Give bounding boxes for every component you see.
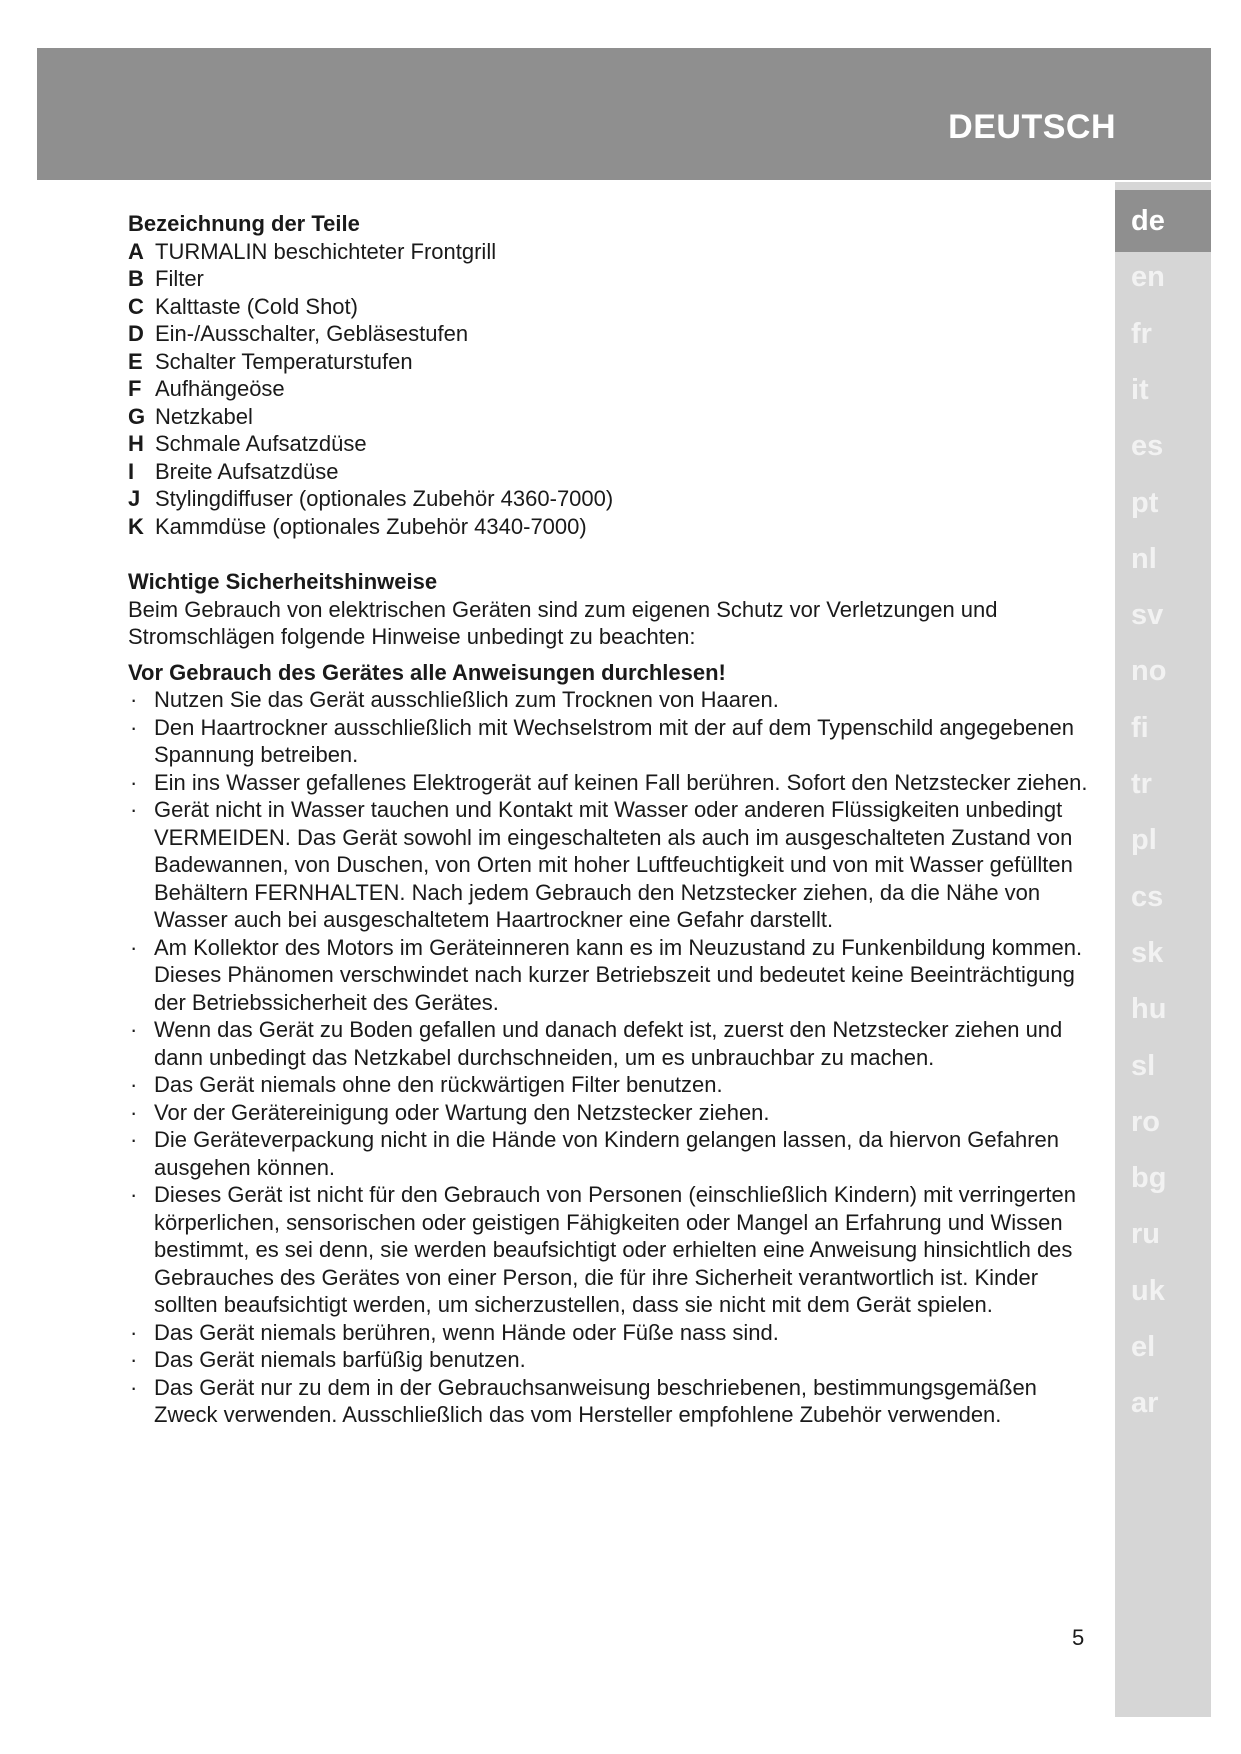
language-tab-en[interactable]: en <box>1131 261 1165 293</box>
part-text: Kammdüse (optionales Zubehör 4340-7000) <box>155 513 587 539</box>
part-text: Netzkabel <box>155 403 253 429</box>
part-text: Aufhängeöse <box>155 376 285 401</box>
part-item <box>128 513 1088 541</box>
language-tab-sv[interactable]: sv <box>1131 599 1164 631</box>
safety-bullet: · Gerät nicht in Wasser tauchen und Kontakt mit Wasser oder anderen Flüssigkeiten unbedingt VERMEIDEN. Das Gerät sowohl im eingeschalteten als auch im ausgeschalteten Zustand von Badewannen, von Duschen, von Orten mit hoher Luftfeuchtigkeit und von mit Wasser gefüllten Behältern FERNHALTEN. Nach jedem Gebrauch den Netzstecker ziehen, da die Nähe von Wasser auch bei ausgeschaltetem Haartrockner eine Gefahr darstellt. <box>128 796 1088 934</box>
safety-bullet: · Die Geräteverpackung nicht in die Hände von Kindern gelangen lassen, da hiervon Gefahren ausgehen können. <box>128 1126 1088 1181</box>
part-text: Stylingdiffuser (optionales Zubehör 4360-7000) <box>155 486 614 511</box>
safety-title: Wichtige Sicherheitshinweise <box>128 569 438 594</box>
part-letter: K <box>128 513 144 539</box>
safety-bullet: · Dieses Gerät ist nicht für den Gebrauch von Personen (einschließlich Kindern) mit verringerten körperlichen, sensorischen oder geistigen Fähigkeiten oder Mangel an Erfahrung und Wissen bestimmt, es sei denn, sie werden beaufsichtigt oder erhielten eine Anweisung hinsichtlich des Gebrauches des Gerätes von einer Person, die für ihre Sicherheit verantwortlich ist. Kinder sollten beaufsichtigt werden, um sicherzustellen, dass sie nicht mit dem Gerät spielen. <box>128 1181 1088 1319</box>
safety-bullet: · Wenn das Gerät zu Boden gefallen und danach defekt ist, zuerst den Netzstecker ziehen und dann unbedingt das Netzkabel durchschneiden, um es unbrauchbar zu machen. <box>128 1016 1088 1071</box>
language-tab-pt[interactable]: pt <box>1131 487 1159 519</box>
language-tab-cs[interactable]: cs <box>1131 881 1164 913</box>
part-item <box>128 320 1088 348</box>
safety-warning: Vor Gebrauch des Gerätes alle Anweisungen durchlesen! <box>128 659 726 685</box>
language-tab-bg[interactable]: bg <box>1131 1162 1167 1194</box>
part-letter: I <box>128 458 135 484</box>
language-tab-ru[interactable]: ru <box>1131 1218 1160 1250</box>
language-tab-no[interactable]: no <box>1131 655 1167 687</box>
part-item <box>128 485 1088 513</box>
language-tab-ar[interactable]: ar <box>1131 1387 1159 1419</box>
safety-bullet-list <box>128 686 1088 1429</box>
page-title: DEUTSCH <box>948 108 1116 146</box>
safety-bullet: · Vor der Gerätereinigung oder Wartung den Netzstecker ziehen. <box>128 1099 1088 1127</box>
part-text: Schalter Temperaturstufen <box>155 348 413 374</box>
main-content <box>128 210 1088 1429</box>
language-tab-nl[interactable]: nl <box>1131 543 1157 575</box>
language-tab-fr[interactable]: fr <box>1131 318 1152 350</box>
language-tab-fi[interactable]: fi <box>1131 712 1149 744</box>
language-tab-sl[interactable]: sl <box>1131 1050 1156 1082</box>
part-letter: G <box>128 403 146 429</box>
language-tab-uk[interactable]: uk <box>1131 1275 1165 1307</box>
part-text: Kalttaste (Cold Shot) <box>155 293 358 319</box>
part-item <box>128 348 1088 376</box>
language-tab-el[interactable]: el <box>1131 1331 1156 1363</box>
language-tab-hu[interactable]: hu <box>1131 993 1167 1025</box>
part-item <box>128 430 1088 458</box>
safety-bullet: · Das Gerät niemals barfüßig benutzen. <box>128 1346 1088 1374</box>
part-text: Ein-/Ausschalter, Gebläsestufen <box>155 321 469 346</box>
part-item <box>128 458 1088 486</box>
part-item <box>128 403 1088 431</box>
safety-bullet: · Nutzen Sie das Gerät ausschließlich zum Trocknen von Haaren. <box>128 686 1088 714</box>
language-tab-es[interactable]: es <box>1131 430 1164 462</box>
language-tab-pl[interactable]: pl <box>1131 824 1157 856</box>
safety-bullet: · Den Haartrockner ausschließlich mit Wechselstrom mit der auf dem Typenschild angegebenen Spannung betreiben. <box>128 714 1088 769</box>
part-letter: C <box>128 293 144 319</box>
part-text: TURMALIN beschichteter Frontgrill <box>155 238 497 264</box>
part-letter: D <box>128 321 144 346</box>
part-item <box>128 265 1088 293</box>
part-letter: A <box>128 238 144 264</box>
language-tab-sk[interactable]: sk <box>1131 937 1164 969</box>
safety-bullet: · Am Kollektor des Motors im Geräteinneren kann es im Neuzustand zu Funkenbildung kommen. Dieses Phänomen verschwindet nach kurzer Betriebszeit und bedeutet keine Beeinträchtigung der Betriebssicherheit des Gerätes. <box>128 934 1088 1017</box>
safety-intro: Beim Gebrauch von elektrischen Geräten sind zum eigenen Schutz vor Verletzungen und Stromschlägen folgende Hinweise unbedingt zu beachten: <box>128 596 998 649</box>
part-text: Breite Aufsatzdüse <box>155 458 339 484</box>
language-tab-tr[interactable]: tr <box>1131 768 1152 800</box>
part-letter: J <box>128 486 141 511</box>
part-letter: E <box>128 348 143 374</box>
part-letter: B <box>128 266 144 291</box>
page-number: 5 <box>1072 1625 1085 1650</box>
language-tab-de[interactable]: de <box>1115 190 1211 252</box>
part-letter: H <box>128 431 144 456</box>
parts-title: Bezeichnung der Teile <box>128 211 360 236</box>
safety-bullet: · Ein ins Wasser gefallenes Elektrogerät auf keinen Fall berühren. Sofort den Netzstecker ziehen. <box>128 769 1088 797</box>
part-item <box>128 238 1088 266</box>
safety-bullet: · Das Gerät niemals berühren, wenn Hände oder Füße nass sind. <box>128 1319 1088 1347</box>
part-text: Schmale Aufsatzdüse <box>155 431 367 456</box>
part-item <box>128 375 1088 403</box>
part-item <box>128 293 1088 321</box>
safety-bullet: · Das Gerät niemals ohne den rückwärtigen Filter benutzen. <box>128 1071 1088 1099</box>
language-tab-it[interactable]: it <box>1131 374 1149 406</box>
part-text: Filter <box>155 266 204 291</box>
parts-list <box>128 238 1088 541</box>
safety-bullet: · Das Gerät nur zu dem in der Gebrauchsanweisung beschriebenen, bestimmungsgemäßen Zweck verwenden. Ausschließlich das vom Hersteller empfohlene Zubehör verwenden. <box>128 1374 1088 1429</box>
part-letter: F <box>128 376 142 401</box>
language-tab-ro[interactable]: ro <box>1131 1106 1160 1138</box>
